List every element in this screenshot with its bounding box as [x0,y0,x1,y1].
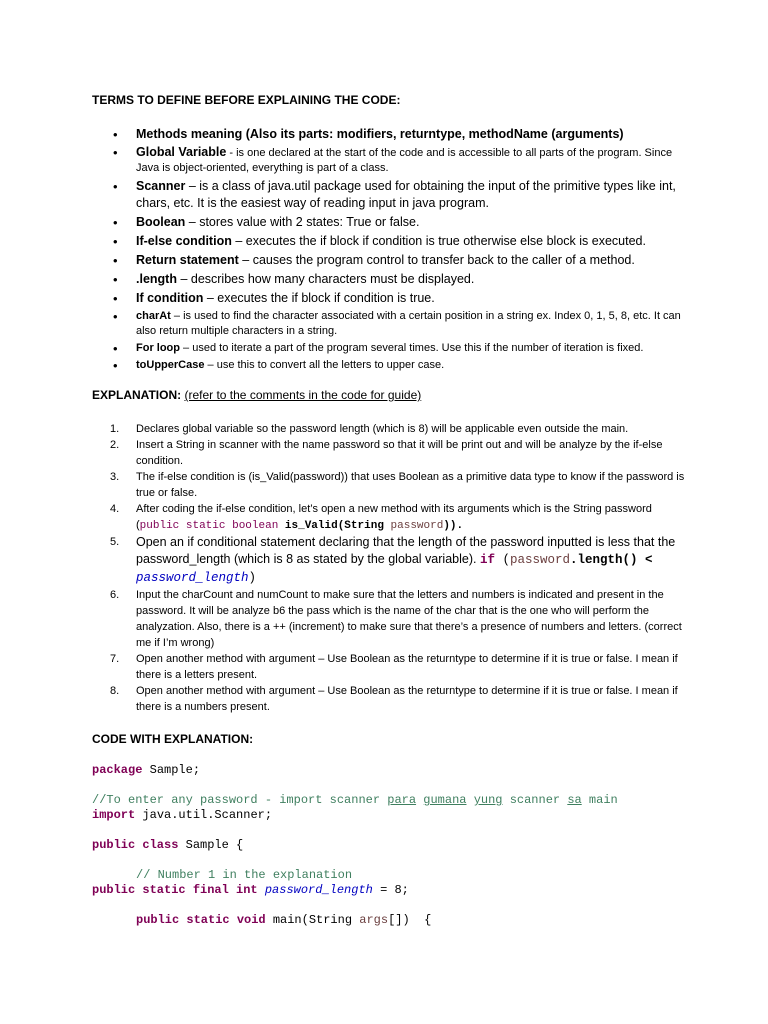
item-number: 7. [110,653,120,665]
term-label: Global Variable [136,145,227,159]
item-number: 4. [110,503,120,515]
list-item [136,214,688,231]
inline-code-keyword: public static boolean [139,520,279,532]
explanation-heading-label: EXPLANATION: [92,388,182,402]
term-label: For loop [136,342,180,354]
item-number: 1. [110,423,120,435]
code-comment: //To enter any password - import scanner [92,793,388,807]
code-line [92,793,688,808]
list-item [110,421,688,437]
code-comment [466,793,473,807]
list-item [136,271,688,288]
code-comment: // Number 1 in the explanation [136,868,353,882]
term-label: If-else condition [136,234,232,248]
code-block [92,763,688,928]
item-text: Open another method with argument – Use Boolean as the returntype to determine if it is true or false. I mean if there is a numbers present. [136,685,678,713]
code-line [92,838,688,853]
item-text: After coding the if-else condition, let’s open a new method with its arguments which is the String password ( [136,503,652,531]
list-item [110,437,688,469]
code-comment: scanner [502,793,568,807]
list-item [110,587,688,651]
term-desc: - is one declared at the start of the code and is accessible to all parts of the program. Since Java is object-oriented, everything is part of a class. [136,147,673,174]
item-text: Input the charCount and numCount to make sure that the letters and numbers is indicated and present in the password. It will be analyze b6 the pass which is the name of the char that is the one who will perform the analyzation. Also, there is a ++ (increment) to make sure that there’s a presence of numbers and letters. (correct me if I’m wrong) [136,589,682,649]
term-label: If condition [136,291,204,305]
term-label: toUpperCase [136,359,205,371]
term-desc: – is a class of java.util package used for obtaining the input of the primitive types like int, chars, etc. It is the easiest way of reading input in java program. [136,179,676,210]
list-item [136,145,688,176]
code-keyword: package [92,763,143,777]
terms-heading: TERMS TO DEFINE BEFORE EXPLAINING THE CODE: [92,93,401,107]
code-field: password_length [264,883,373,897]
code-keyword: public static final int [92,883,258,897]
code-text: Sample { [178,838,244,852]
item-number: 5. [110,536,120,548]
code-heading: CODE WITH EXPLANATION: [92,732,254,746]
code-comment: yung [473,793,503,807]
term-desc: – causes the program control to transfer back to the caller of a method. [238,253,635,267]
term-label: Return statement [136,253,239,267]
item-text: Insert a String in scanner with the name password so that it will be print out and will be analyze by the if-else condition. [136,439,663,467]
term-label: Scanner [136,179,186,193]
code-text: Sample; [142,763,201,777]
explanation-list [92,421,688,715]
item-number: 8. [110,685,120,697]
item-text: Open an if conditional statement declaring that the length of the password inputted is less that the password_length (which is 8 as stated by the global variable). [136,535,676,566]
term-desc: – describes how many characters must be displayed. [176,272,475,286]
item-number: 3. [110,471,120,483]
term-desc: – used to iterate a part of the program several times. Use this if the number of iteration is fixed. [180,342,644,354]
term-desc: – use this to convert all the letters to upper case. [204,359,445,371]
inline-code-field: password_length [136,571,249,585]
terms-list [92,126,688,373]
item-number: 6. [110,589,120,601]
code-line [92,808,688,823]
code-line [92,913,688,928]
list-item [110,683,688,715]
code-line [92,883,688,898]
inline-code-close: ) [248,571,257,585]
code-keyword: public class [92,838,179,852]
term-desc: – stores value with 2 states: True or false. [185,215,420,229]
list-item [136,126,688,143]
inline-code-variable: password [509,553,570,567]
item-text: Open another method with argument – Use Boolean as the returntype to determine if it is true or false. I mean if there is a letters present. [136,653,678,681]
list-item [110,534,688,587]
inline-code-close: )). [443,520,464,532]
code-comment: gumana [423,793,467,807]
list-item [110,501,688,534]
list-item [136,341,688,356]
list-item [110,469,688,501]
term-label: Methods meaning (Also its parts: modifiers, returntype, methodName (arguments) [136,127,624,141]
code-comment: sa [567,793,582,807]
code-keyword: import [92,808,136,822]
list-item [136,358,688,373]
term-desc: – executes the if block if condition is true. [203,291,435,305]
term-label: .length [136,272,177,286]
code-line [92,763,688,778]
code-line [92,868,688,883]
list-item [136,233,688,250]
code-text: = 8; [372,883,409,897]
code-variable: args [359,913,389,927]
inline-code-method: is_Valid(String [278,520,391,532]
explanation-heading [92,387,688,403]
inline-code-open: ( [494,553,510,567]
code-text: main(String [265,913,360,927]
code-comment: para [387,793,417,807]
explanation-note: (refer to the comments in the code for guide) [184,388,422,402]
item-text: Declares global variable so the password length (which is 8) will be applicable even outside the main. [136,423,629,435]
term-label: Boolean [136,215,186,229]
list-item [136,178,688,212]
list-item [110,651,688,683]
code-comment: main [581,793,618,807]
inline-code-rest: .length() < [570,553,653,567]
item-text: The if-else condition is (is_Valid(password)) that uses Boolean as a primitive data type to know if the password is true or false. [136,471,685,499]
inline-code-variable: password [390,520,444,532]
list-item [136,309,688,339]
term-label: charAt [136,310,171,322]
term-desc: – executes the if block if condition is true otherwise else block is executed. [231,234,646,248]
code-text: []) { [388,913,432,927]
list-item [136,290,688,307]
inline-code-keyword: if [479,553,495,567]
list-item [136,252,688,269]
item-number: 2. [110,439,120,451]
term-desc: – is used to find the character associated with a certain position in a string ex. Index 0, 1, 5, 8, etc. It can also return multiple characters in a string. [136,310,681,337]
code-keyword: public static void [136,913,266,927]
code-text: java.util.Scanner; [135,808,273,822]
